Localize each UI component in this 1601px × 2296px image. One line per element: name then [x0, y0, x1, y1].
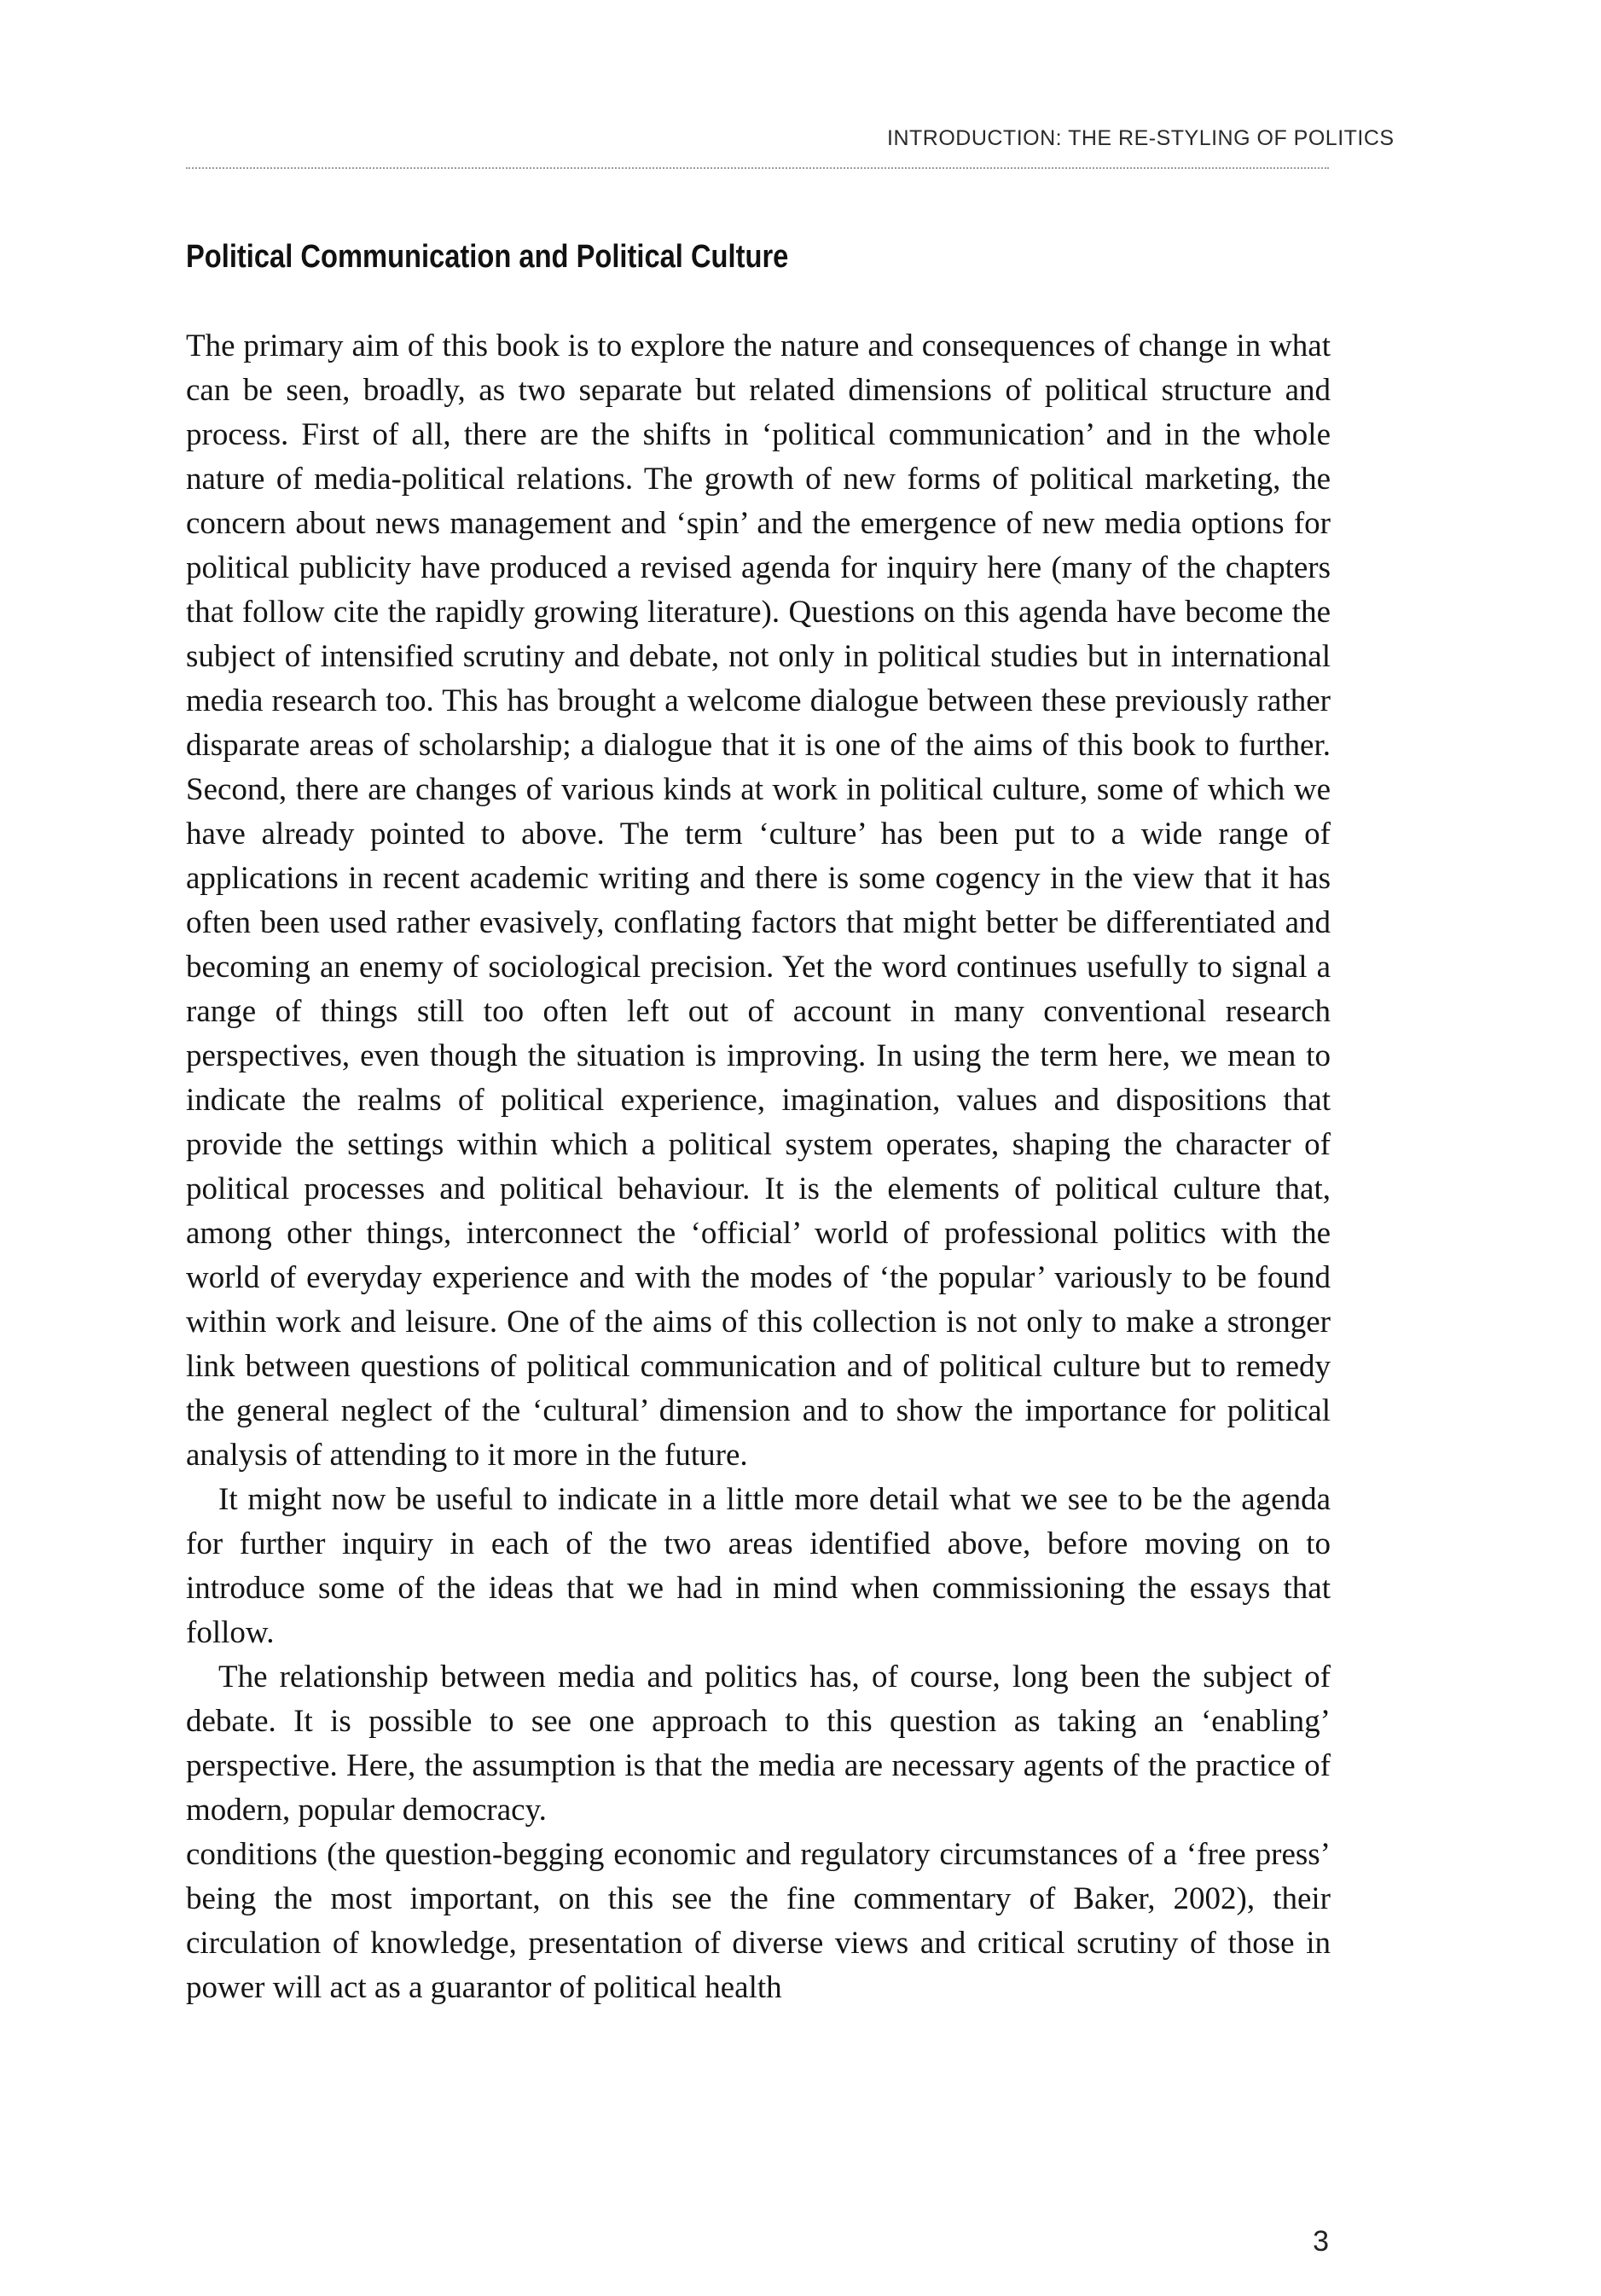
section-heading: Political Communication and Political Culture [186, 239, 789, 275]
paragraph: The primary aim of this book is to explore the nature and consequences of change in what can be seen, broadly, as two separate but related dimensions of political structure and process. First of all, there are the shifts in ‘political communication’ and in the whole nature of media-political relations. The growth of new forms of political marketing, the concern about news management and ‘spin’ and the emergence of new media options for political publicity have produced a revised agenda for inquiry here (many of the chapters that follow cite the rapidly growing literature). Questions on this agenda have become the subject of intensified scrutiny and debate, not only in political studies but in international media research too. This has brought a welcome dialogue between these previously rather disparate areas of scholarship; a dialogue that it is one of the aims of this book to further. Second, there are changes of various kinds at work in political culture, some of which we have already pointed to above. The term ‘culture’ has been put to a wide range of applications in recent academic writing and there is some cogency in the view that it has often been used rather evasively, conflating factors that might better be differentiated and becoming an enemy of sociological precision. Yet the word continues usefully to signal a range of things still too often left out of account in many conventional research perspectives, even though the situation is improving. In using the term here, we mean to indicate the realms of political experience, imagination, values and dispositions that provide the settings within which a political system operates, shaping the character of political processes and political behaviour. It is the elements of political culture that, among other things, interconnect the ‘official’ world of professional politics with the world of everyday experience and with the modes of ‘the popular’ variously to be found within work and leisure. One of the aims of this collection is not only to make a stronger link between questions of political communication and of political culture but to remedy the general neglect of the ‘cultural’ dimension and to show the importance for political analysis of attending to it more in the future. [186, 328, 1331, 1473]
header-rule [186, 167, 1329, 169]
paragraph: The relationship between media and politics has, of course, long been the subject of debate. It is possible to see one approach to this question as taking an ‘enabling’ perspective. Here, the assumption is that the media are necessary agents of the practice of modern, popular democracy. [186, 1660, 1331, 1828]
page-number: 3 [1313, 2225, 1329, 2258]
paragraph: It might now be useful to indicate in a little more detail what we see to be the agenda for further inquiry in each of the two areas identified above, before moving on to introduce some of the ideas that we had in mind when commissioning the essays that follow. [186, 1482, 1331, 1650]
running-header: INTRODUCTION: THE RE-STYLING OF POLITICS [887, 126, 1395, 150]
paragraph: conditions (the question-begging economic and regulatory circumstances of a ‘free press’ being the most important, on this see the fine commentary of Baker, 2002), their circulation of knowledge, presentation of diverse views and critical scrutiny of those in power will act as a guarantor of political health [186, 1837, 1331, 2005]
body-text [186, 324, 1331, 2010]
